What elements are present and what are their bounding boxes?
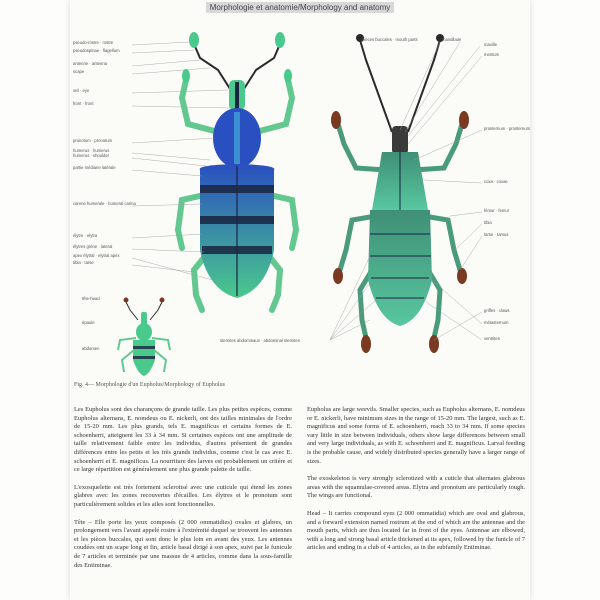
figure-caption: Fig. 4— Morphologie d'un Eupholus/Morphology of Eupholus	[74, 382, 225, 388]
en-paragraph-3: Head – It carries compound eyes (2 000 ommatidia) which are oval and glabrous, and a forward extension named rostrum at the end of which are the antennae and the mouth parts, which are thus located far in front of the eyes. Antennae are elbowed, with a long and strong basal article thickened at its apex, followed by the funicle of 7 articles and ending in a club of 4 articles, as in the subfamily Entiminae.	[307, 509, 525, 552]
antenna-club-left	[189, 32, 199, 48]
label-mouth-parts: pièces buccales · mouth parts	[362, 37, 418, 42]
ventral-abdomen	[368, 210, 432, 326]
french-text-column	[74, 406, 292, 579]
beetle-illustration	[70, 20, 530, 390]
label-rostrum: pseudo-rostre · rostre	[73, 40, 114, 45]
label-pronotum: pronotum · pronotum	[73, 138, 113, 143]
en-paragraph-1: Eupholus are large weevils. Smaller species, such as Eupholus alternans, E. nomdeus or E. nickerli, have minimum sizes in the range of 15-20 mm. The largest, such as E. magnificus and some forms of E. schoenherri, reach 33 to 34 mm. If some species vary little in size between individuals, others show large differences between small and very large individuals, as with E. schoenherri and E. magnificus. Larval feeding is the probable cause, and widely distributed species generally have a larger range of sizes.	[307, 406, 525, 465]
label-shoulder: humerus · shoulder	[73, 153, 110, 158]
label-femur: fémur · femur	[484, 208, 510, 213]
small-weevil	[118, 298, 170, 377]
label-shoulder-small: épaule	[82, 320, 95, 325]
label-humerus: humerus · humerus	[73, 148, 110, 153]
label-humeral-carina: carene humerale · humeral carina	[73, 201, 136, 206]
label-scape: scape	[73, 69, 85, 74]
label-mandible: mandibule	[442, 37, 462, 42]
en-paragraph-2: The exoskeleton is very strongly sclerotized with a cuticle that alternates glabrous areas with the squamulae-covered areas. Elytra and pronotum are particularly tough. The wings are functional.	[307, 475, 525, 500]
label-elytra: élytre · elytra	[73, 233, 98, 238]
label-elytra-lateral: élytres grène · lateral	[73, 244, 113, 249]
label-tibia: tibia	[484, 220, 492, 225]
fr-paragraph-3: Tête – Elle porte les yeux composés (2 000 ommatidies) ovales et glabres, un prolongement vers l'avant appelé rostre à l'extrémité duquel se trouvent les antennes et les pièces buccales, qui sont donc le plus loin en avant des yeux. Les antennes coudées ont un scape long et fin, article basal dirigé à son apex, suivi par le funicule de 7 articles et terminée par une massue de 4 articles, comme dans la sous-famille des Entiminae.	[74, 518, 292, 569]
label-abdominal-sternites: sternites abdominaux · abdominal sternites	[220, 338, 300, 343]
tarsus-left-front	[331, 111, 341, 129]
ventral-head	[392, 126, 408, 154]
label-abdomen-small: abdomen	[82, 346, 100, 351]
label-prosternum: prosternum · prosternum	[484, 126, 531, 131]
label-front: front · front	[73, 101, 94, 106]
dorsal-weevil	[178, 32, 296, 310]
fr-paragraph-2: L'exosquelette est très fortement sclerotisé avec une cuticule qui étend les zones glabres avec les zones recouvertes d'écailles. Les élytres et le pronotum sont particulièrement solides et les ailes sont fonctionnelles.	[74, 483, 292, 508]
label-metasternum: métasternum	[484, 320, 509, 325]
label-eye: œil · eye	[73, 88, 90, 93]
morphology-figure	[70, 20, 530, 390]
label-head-small: tête-head	[82, 296, 100, 301]
page-header	[70, 3, 530, 17]
label-elytral-apex: apex élytral · elytral apex	[73, 253, 120, 258]
label-tarsus: tarse · tarsus	[484, 232, 509, 237]
ventral-weevil	[331, 34, 469, 353]
label-claws: griffes · claws	[484, 308, 510, 313]
label-tibia-tarsus: tibia · tarse	[73, 260, 94, 265]
label-ventrites: ventrites	[484, 336, 500, 341]
label-lateral-median: partie médiane latérale	[73, 165, 116, 170]
label-mentum: mentum	[484, 52, 500, 57]
label-flagellum: pseudospinae · flagellum	[73, 48, 120, 53]
label-coxa: coxa · coxae	[484, 179, 508, 184]
tarsus-right-front	[459, 111, 469, 129]
label-antenna: antenne · antenna	[73, 61, 107, 66]
fr-paragraph-1: Les Eupholus sont des charançons de grande taille. Les plus petites espèces, comme Eupholus alternans, E. nomdeus ou E. nickerli, ont des tailles minimales de l'ordre de 15-20 mm. Les plus grands, tels E. magnificus et certains formes de E. schoenherri, atteignent les 33 à 34 mm. Si certaines espèces ont une amplitude de taille relativement faible entre les individus, d'autres présentent de grandes différences entre les petits et les très grands individus, comme c'est le cas avec E. schoenherri et E. magnificus. La nourriture des larves est probablement un critère et ce large répartition est généralement une plus grande palette de taille.	[74, 406, 292, 474]
label-maxilla: maxille	[484, 42, 498, 47]
header-title: Morphologie et anatomie/Morphology and anatomy	[206, 2, 395, 13]
antenna-club-right	[275, 32, 285, 48]
english-text-column	[307, 406, 525, 562]
